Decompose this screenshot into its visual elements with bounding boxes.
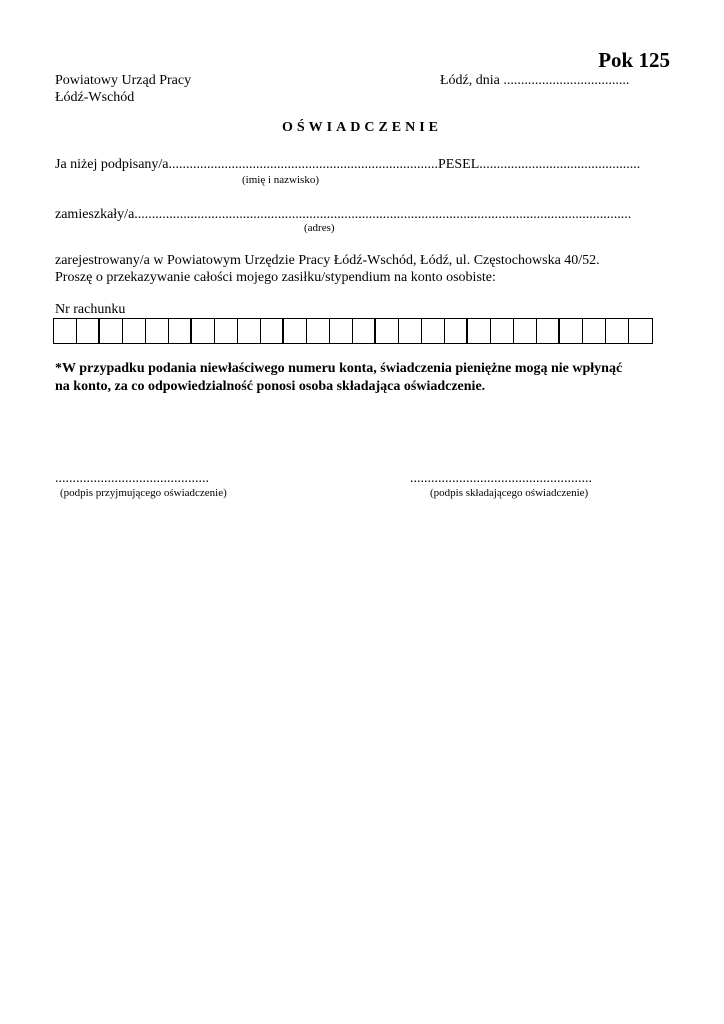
- account-digit-box[interactable]: [514, 319, 537, 343]
- account-digit-box[interactable]: [468, 319, 491, 343]
- account-digit-box[interactable]: [445, 319, 468, 343]
- office-district: Łódź-Wschód: [55, 90, 135, 105]
- account-digit-box[interactable]: [100, 319, 123, 343]
- account-digit-box[interactable]: [77, 319, 100, 343]
- account-digit-box[interactable]: [422, 319, 445, 343]
- applicant-signature-hint: (podpis składającego oświadczenie): [430, 487, 589, 499]
- account-digit-box[interactable]: [330, 319, 353, 343]
- account-digit-box[interactable]: [353, 319, 376, 343]
- form-code: Pok 125: [598, 48, 670, 72]
- account-digit-box[interactable]: [238, 319, 261, 343]
- account-digit-box[interactable]: [537, 319, 560, 343]
- account-digit-box[interactable]: [284, 319, 307, 343]
- account-digit-box[interactable]: [560, 319, 583, 343]
- name-pesel-field[interactable]: Ja niżej podpisany/a.............................................................................PESEL..............................................: [55, 157, 641, 172]
- account-digit-box[interactable]: [215, 319, 238, 343]
- address-hint: (adres): [304, 222, 335, 234]
- account-digit-box[interactable]: [146, 319, 169, 343]
- account-digit-box[interactable]: [192, 319, 215, 343]
- account-digit-box[interactable]: [307, 319, 330, 343]
- registered-text: zarejestrowany/a w Powiatowym Urzędzie Pracy Łódź-Wschód, Łódź, ul. Częstochowska 40/52.: [55, 253, 600, 268]
- account-digit-box[interactable]: [491, 319, 514, 343]
- warning-line-1: *W przypadku podania niewłaściwego numeru konta, świadczenia pieniężne mogą nie wpłynąć: [55, 361, 623, 376]
- applicant-signature-line[interactable]: ....................................................: [410, 471, 592, 486]
- name-hint: (imię i nazwisko): [242, 174, 319, 186]
- receiver-signature-line[interactable]: ............................................: [55, 471, 209, 486]
- account-number-boxes[interactable]: [53, 318, 653, 344]
- document-heading: OŚWIADCZENIE: [281, 120, 443, 135]
- request-text: Proszę o przekazywanie całości mojego zasiłku/stypendium na konto osobiste:: [55, 270, 496, 285]
- account-digit-box[interactable]: [606, 319, 629, 343]
- account-number-label: Nr rachunku: [55, 302, 126, 317]
- warning-line-2: na konto, za co odpowiedzialność ponosi osoba składająca oświadczenie.: [55, 379, 486, 394]
- account-digit-box[interactable]: [583, 319, 606, 343]
- account-digit-box[interactable]: [629, 319, 652, 343]
- account-digit-box[interactable]: [169, 319, 192, 343]
- address-field[interactable]: zamieszkały/a..............................................................................................................................................: [55, 207, 632, 222]
- account-digit-box[interactable]: [399, 319, 422, 343]
- account-digit-box[interactable]: [261, 319, 284, 343]
- office-name: Powiatowy Urząd Pracy: [55, 73, 192, 88]
- account-digit-box[interactable]: [54, 319, 77, 343]
- account-digit-box[interactable]: [123, 319, 146, 343]
- place-date-field[interactable]: Łódź, dnia ....................................: [440, 73, 630, 88]
- account-digit-box[interactable]: [376, 319, 399, 343]
- receiver-signature-hint: (podpis przyjmującego oświadczenie): [60, 487, 227, 499]
